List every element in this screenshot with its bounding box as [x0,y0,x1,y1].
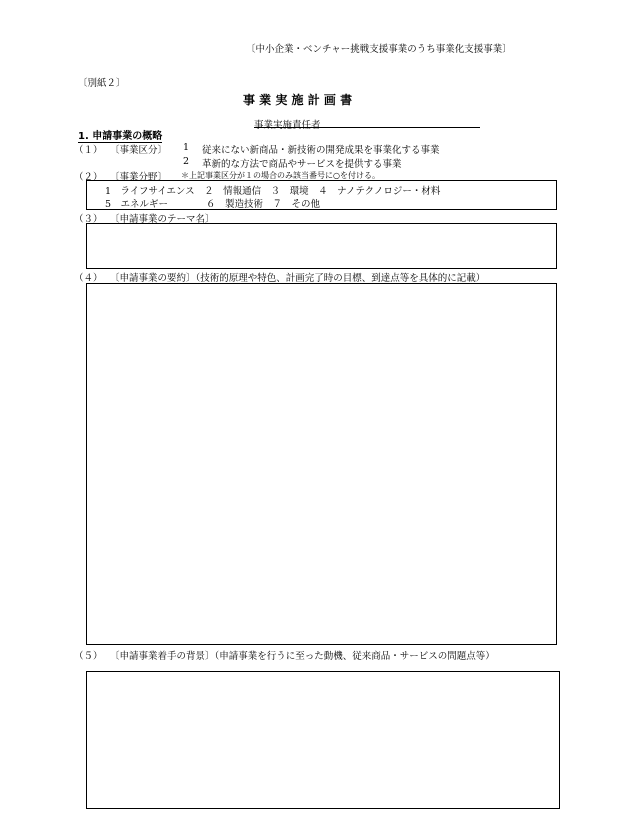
program-title: 〔中小企業・ベンチャー挑戦支援事業のうち事業化支援事業〕 [246,44,512,55]
q2-number: （２） [74,172,103,183]
q5-number: （５） [74,651,103,662]
q4-summary-input-box[interactable] [86,283,557,645]
q2-field-row-1: 1 ライフサイエンス ２ 情報通信 ３ 環境 ４ ナノテクノロジー・材料 [105,186,441,197]
q3-theme-input-box[interactable] [86,223,557,269]
q5-label: 〔申請事業着手の背景〕（申請事業を行うに至った動機、従来商品・サービスの問題点等） [110,651,495,662]
q1-number: （１） [74,145,103,156]
document-title: 事 業 実 施 計 画 書 [243,93,353,107]
q2-label: 〔事業分野〕 [110,172,168,183]
q4-label: 〔申請事業の要約〕（技術的原理や特色、計画完了時の目標、到達点等を具体的に記載） [110,273,486,284]
q3-number: （３） [74,214,103,225]
q1-option-2-number[interactable]: 2 [183,156,190,167]
q2-note: ＊上記事業区分が１の場合のみ該当番号に○を付ける。 [181,171,380,180]
attachment-label: 〔別紙２〕 [78,78,126,89]
q1-option-2-text: 革新的な方法で商品やサービスを提供する事業 [202,159,402,170]
q5-background-input-box[interactable] [86,671,560,809]
section-1-heading: 1. 申請事業の概略 [78,127,162,143]
q1-label: 〔事業区分〕 [110,145,168,156]
q1-option-1-text: 従来にない新商品・新技術の開発成果を事業化する事業 [202,145,440,156]
q1-option-1-number[interactable]: 1 [183,142,190,153]
q2-field-box[interactable] [86,180,557,210]
q4-number: （４） [74,273,103,284]
responsible-person-label: 事業実施責任者 [254,120,321,131]
q2-field-row-2: 5 エネルギー ６ 製造技術 ７ その他 [105,199,321,210]
responsible-person-field[interactable] [254,113,480,131]
q3-label: 〔申請事業のテーマ名〕 [110,214,215,225]
